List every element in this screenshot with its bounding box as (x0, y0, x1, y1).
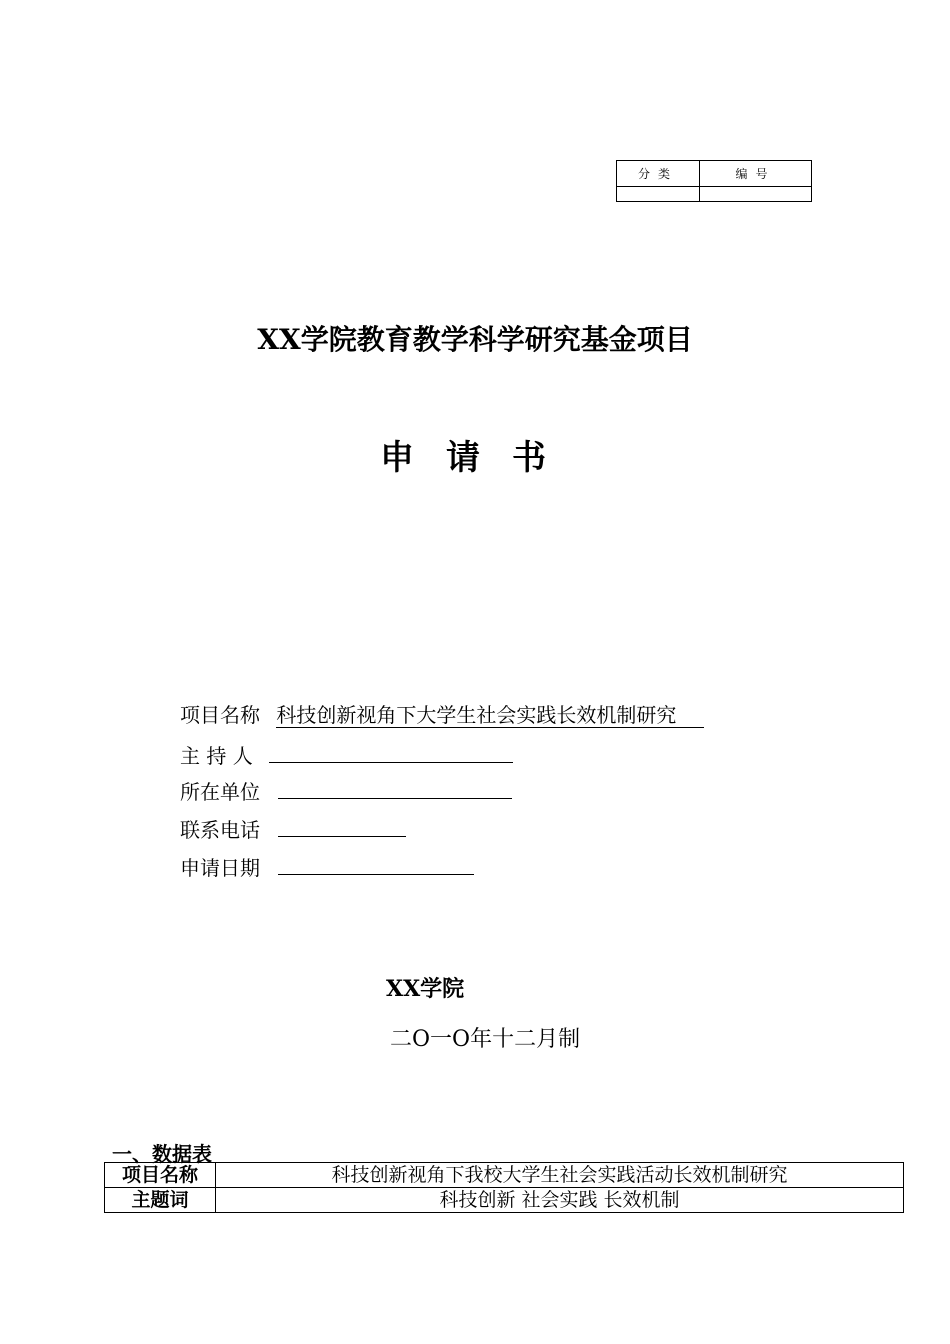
classification-box (616, 160, 812, 202)
category-label: 分类 (617, 161, 700, 187)
field-phone (180, 812, 406, 842)
date-value (278, 850, 474, 875)
table-key-cell: 主题词 (105, 1188, 216, 1213)
institution-name: XX学院 (386, 976, 465, 1002)
number-value (700, 186, 812, 201)
field-host (180, 738, 513, 768)
field-unit (180, 774, 512, 804)
data-table (104, 1162, 904, 1213)
date-label: 申请日期 (180, 856, 260, 880)
unit-value (278, 774, 512, 799)
table-row (105, 1188, 904, 1213)
document-title: XX学院教育教学科学研究基金项目 (257, 323, 693, 356)
table-value-cell: 科技创新 社会实践 长效机制 (216, 1188, 904, 1213)
table-value-cell: 科技创新视角下我校大学生社会实践活动长效机制研究 (216, 1163, 904, 1188)
project-name-label: 项目名称 (180, 703, 260, 727)
table-key-cell: 项目名称 (105, 1163, 216, 1188)
table-row (105, 1163, 904, 1188)
category-value (617, 186, 700, 201)
field-project-name (180, 700, 704, 730)
unit-label: 所在单位 (180, 780, 260, 804)
document-subtitle: 申请书 (380, 438, 578, 478)
phone-value (278, 812, 406, 837)
phone-label: 联系电话 (180, 818, 260, 842)
host-label: 主 持 人 (180, 744, 253, 768)
field-date (180, 850, 474, 880)
issue-date: 二O一O年十二月制 (390, 1027, 581, 1052)
section-heading: 一、数据表 (112, 1142, 212, 1166)
number-label: 编号 (700, 161, 812, 187)
project-name-value: 科技创新视角下大学生社会实践长效机制研究 (276, 703, 704, 728)
host-value (269, 738, 513, 763)
